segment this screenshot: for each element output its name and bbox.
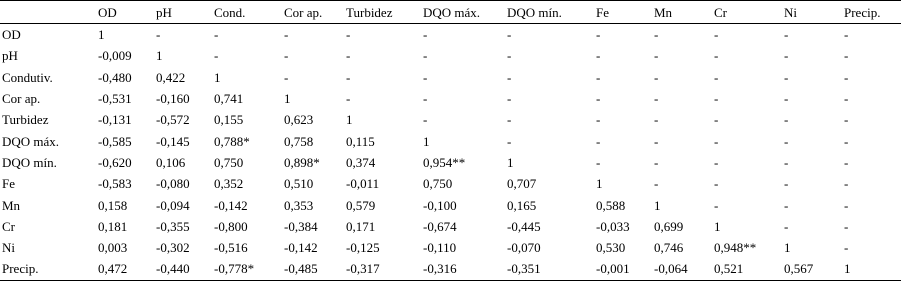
correlation-value: -0,485 <box>284 261 318 277</box>
correlation-value: 0,898* <box>284 154 320 170</box>
correlation-value: - <box>507 112 512 128</box>
correlation-value: - <box>507 27 512 43</box>
correlation-value: 0,181 <box>98 218 128 234</box>
column-header: Turbidez <box>346 4 393 20</box>
row-label: Mn <box>2 197 21 213</box>
correlation-value: 0,106 <box>156 154 186 170</box>
row-label: DQO máx. <box>2 133 60 149</box>
correlation-value: - <box>784 197 789 213</box>
row-label: Fe <box>2 176 15 192</box>
correlation-value: - <box>346 91 351 107</box>
correlation-value: 1 <box>346 112 353 128</box>
row-label: Turbidez <box>2 112 49 128</box>
correlation-value: 0,158 <box>98 197 128 213</box>
correlation-value: - <box>714 27 719 43</box>
column-header: DQO mín. <box>507 4 562 20</box>
correlation-value: -0,620 <box>98 154 132 170</box>
correlation-value: 0,171 <box>346 218 376 234</box>
correlation-value: -0,011 <box>346 176 380 192</box>
table-body <box>0 24 901 281</box>
correlation-value: - <box>714 48 719 64</box>
correlation-value: 1 <box>654 197 661 213</box>
correlation-value: - <box>714 112 719 128</box>
column-header: Mn <box>654 4 673 20</box>
correlation-value: - <box>596 48 601 64</box>
correlation-value: -0,142 <box>214 197 248 213</box>
column-header: OD <box>98 4 117 20</box>
correlation-value: - <box>214 48 219 64</box>
correlation-value: - <box>844 133 849 149</box>
correlation-value: - <box>214 27 219 43</box>
correlation-value: - <box>654 48 659 64</box>
table-row <box>0 216 901 237</box>
correlation-value: - <box>714 133 719 149</box>
correlation-value: - <box>156 27 161 43</box>
correlation-value: - <box>784 154 789 170</box>
correlation-value: -0,384 <box>284 218 318 234</box>
correlation-value: - <box>784 91 789 107</box>
correlation-value: - <box>844 218 849 234</box>
correlation-value: -0,516 <box>214 240 248 256</box>
correlation-value: 1 <box>596 176 603 192</box>
correlation-value: - <box>654 133 659 149</box>
correlation-value: 1 <box>423 133 430 149</box>
correlation-value: - <box>284 48 289 64</box>
table-row <box>0 88 901 109</box>
correlation-value: -0,160 <box>156 91 190 107</box>
correlation-value: - <box>844 197 849 213</box>
correlation-value: 1 <box>214 69 221 85</box>
row-label: OD <box>2 27 21 43</box>
table-row <box>0 194 901 215</box>
correlation-value: - <box>844 176 849 192</box>
correlation-value: -0,064 <box>654 261 688 277</box>
column-header: Precip. <box>844 4 881 20</box>
header-corner-cell <box>0 1 96 24</box>
correlation-value: 1 <box>98 27 105 43</box>
table-row <box>0 152 901 173</box>
row-label: Condutiv. <box>2 69 53 85</box>
correlation-value: - <box>346 48 351 64</box>
table-row <box>0 45 901 66</box>
correlation-value: 0,750 <box>214 154 244 170</box>
correlation-value: 1 <box>156 48 163 64</box>
correlation-value: - <box>714 176 719 192</box>
correlation-value: 0,699 <box>654 218 684 234</box>
correlation-value: -0,316 <box>423 261 457 277</box>
correlation-value: 0,530 <box>596 240 626 256</box>
correlation-value: - <box>654 112 659 128</box>
correlation-value: -0,800 <box>214 218 248 234</box>
correlation-value: - <box>784 133 789 149</box>
correlation-value: - <box>844 48 849 64</box>
header-row <box>0 1 901 24</box>
correlation-value: 1 <box>844 261 851 277</box>
correlation-value: 1 <box>507 154 514 170</box>
correlation-value: - <box>844 112 849 128</box>
correlation-value: - <box>284 27 289 43</box>
correlation-value: 1 <box>284 91 291 107</box>
correlation-value: - <box>784 27 789 43</box>
correlation-value: -0,531 <box>98 91 132 107</box>
correlation-value: -0,355 <box>156 218 190 234</box>
correlation-value: -0,583 <box>98 176 132 192</box>
correlation-value: - <box>507 48 512 64</box>
column-header: pH <box>156 4 172 20</box>
correlation-value: - <box>844 154 849 170</box>
table-row <box>0 237 901 258</box>
correlation-value: - <box>844 240 849 256</box>
correlation-value: 0,954** <box>423 154 466 170</box>
correlation-value: - <box>596 154 601 170</box>
correlation-value: 0,155 <box>214 112 244 128</box>
correlation-value: -0,001 <box>596 261 630 277</box>
correlation-value: - <box>844 69 849 85</box>
correlation-value: - <box>423 69 428 85</box>
correlation-value: -0,778* <box>214 261 255 277</box>
correlation-value: 1 <box>714 218 721 234</box>
correlation-value: -0,317 <box>346 261 380 277</box>
correlation-value: 0,115 <box>346 133 375 149</box>
correlation-value: 0,707 <box>507 176 537 192</box>
column-header: Fe <box>596 4 609 20</box>
correlation-value: - <box>784 48 789 64</box>
correlation-value: -0,440 <box>156 261 190 277</box>
table-row <box>0 67 901 88</box>
table-row <box>0 130 901 151</box>
correlation-value: 0,422 <box>156 69 186 85</box>
correlation-value: - <box>346 27 351 43</box>
correlation-value: - <box>423 112 428 128</box>
correlation-value: - <box>423 27 428 43</box>
correlation-value: -0,100 <box>423 197 457 213</box>
correlation-value: -0,125 <box>346 240 380 256</box>
correlation-value: - <box>654 27 659 43</box>
correlation-value: 0,472 <box>98 261 128 277</box>
correlation-value: - <box>714 197 719 213</box>
correlation-value: 0,750 <box>423 176 453 192</box>
correlation-value: -0,351 <box>507 261 541 277</box>
correlation-value: 0,948** <box>714 240 757 256</box>
correlation-value: -0,145 <box>156 133 190 149</box>
correlation-value: 0,746 <box>654 240 684 256</box>
correlation-value: 0,588 <box>596 197 626 213</box>
correlation-value: 0,353 <box>284 197 314 213</box>
correlation-value: - <box>596 27 601 43</box>
table-row <box>0 173 901 194</box>
correlation-value: - <box>654 154 659 170</box>
correlation-value: -0,572 <box>156 112 190 128</box>
correlation-value: 1 <box>784 240 791 256</box>
column-header: Ni <box>784 4 797 20</box>
correlation-value: 0,352 <box>214 176 244 192</box>
correlation-value: - <box>784 112 789 128</box>
row-label: Cor ap. <box>2 91 41 107</box>
correlation-value: - <box>714 69 719 85</box>
table-row <box>0 109 901 130</box>
correlation-value: -0,445 <box>507 218 541 234</box>
correlation-value: -0,142 <box>284 240 318 256</box>
correlation-value: -0,033 <box>596 218 630 234</box>
row-label: Precip. <box>2 261 39 277</box>
row-label: Cr <box>2 218 15 234</box>
correlation-value: -0,110 <box>423 240 457 256</box>
correlation-value: 0,521 <box>714 261 744 277</box>
correlation-value: 0,579 <box>346 197 376 213</box>
correlation-value: - <box>346 69 351 85</box>
correlation-value: - <box>784 218 789 234</box>
correlation-value: -0,080 <box>156 176 190 192</box>
correlation-value: 0,623 <box>284 112 314 128</box>
correlation-value: - <box>844 27 849 43</box>
correlation-value: - <box>654 69 659 85</box>
correlation-value: - <box>596 91 601 107</box>
table-row <box>0 24 901 46</box>
correlation-value: 0,788* <box>214 133 250 149</box>
column-header: DQO máx. <box>423 4 481 20</box>
correlation-value: - <box>507 91 512 107</box>
correlation-value: -0,070 <box>507 240 541 256</box>
correlation-value: 0,003 <box>98 240 128 256</box>
correlation-value: -0,480 <box>98 69 132 85</box>
correlation-value: - <box>596 69 601 85</box>
correlation-value: 0,510 <box>284 176 314 192</box>
correlation-value: -0,585 <box>98 133 132 149</box>
correlation-value: -0,009 <box>98 48 132 64</box>
correlation-value: - <box>507 69 512 85</box>
correlation-value: 0,741 <box>214 91 244 107</box>
correlation-value: 0,165 <box>507 197 537 213</box>
column-header: Cond. <box>214 4 246 20</box>
correlation-value: - <box>714 154 719 170</box>
correlation-value: -0,094 <box>156 197 190 213</box>
correlation-value: - <box>784 176 789 192</box>
correlation-value: -0,302 <box>156 240 190 256</box>
correlation-value: - <box>784 69 789 85</box>
correlation-value: - <box>596 112 601 128</box>
row-label: DQO mín. <box>2 154 57 170</box>
correlation-value: - <box>654 176 659 192</box>
correlation-value: -0,131 <box>98 112 132 128</box>
correlation-value: - <box>714 91 719 107</box>
correlation-value: 0,567 <box>784 261 814 277</box>
correlation-value: - <box>654 91 659 107</box>
row-label: pH <box>2 48 18 64</box>
correlation-value: -0,674 <box>423 218 457 234</box>
correlation-value: - <box>423 91 428 107</box>
correlation-value: 0,374 <box>346 154 376 170</box>
column-header: Cor ap. <box>284 4 323 20</box>
correlation-value: - <box>284 69 289 85</box>
column-header: Cr <box>714 4 727 20</box>
correlation-value: - <box>507 133 512 149</box>
correlation-value: - <box>844 91 849 107</box>
correlation-value: 0,758 <box>284 133 314 149</box>
correlation-value: - <box>596 133 601 149</box>
correlation-value: - <box>423 48 428 64</box>
row-label: Ni <box>2 240 15 256</box>
